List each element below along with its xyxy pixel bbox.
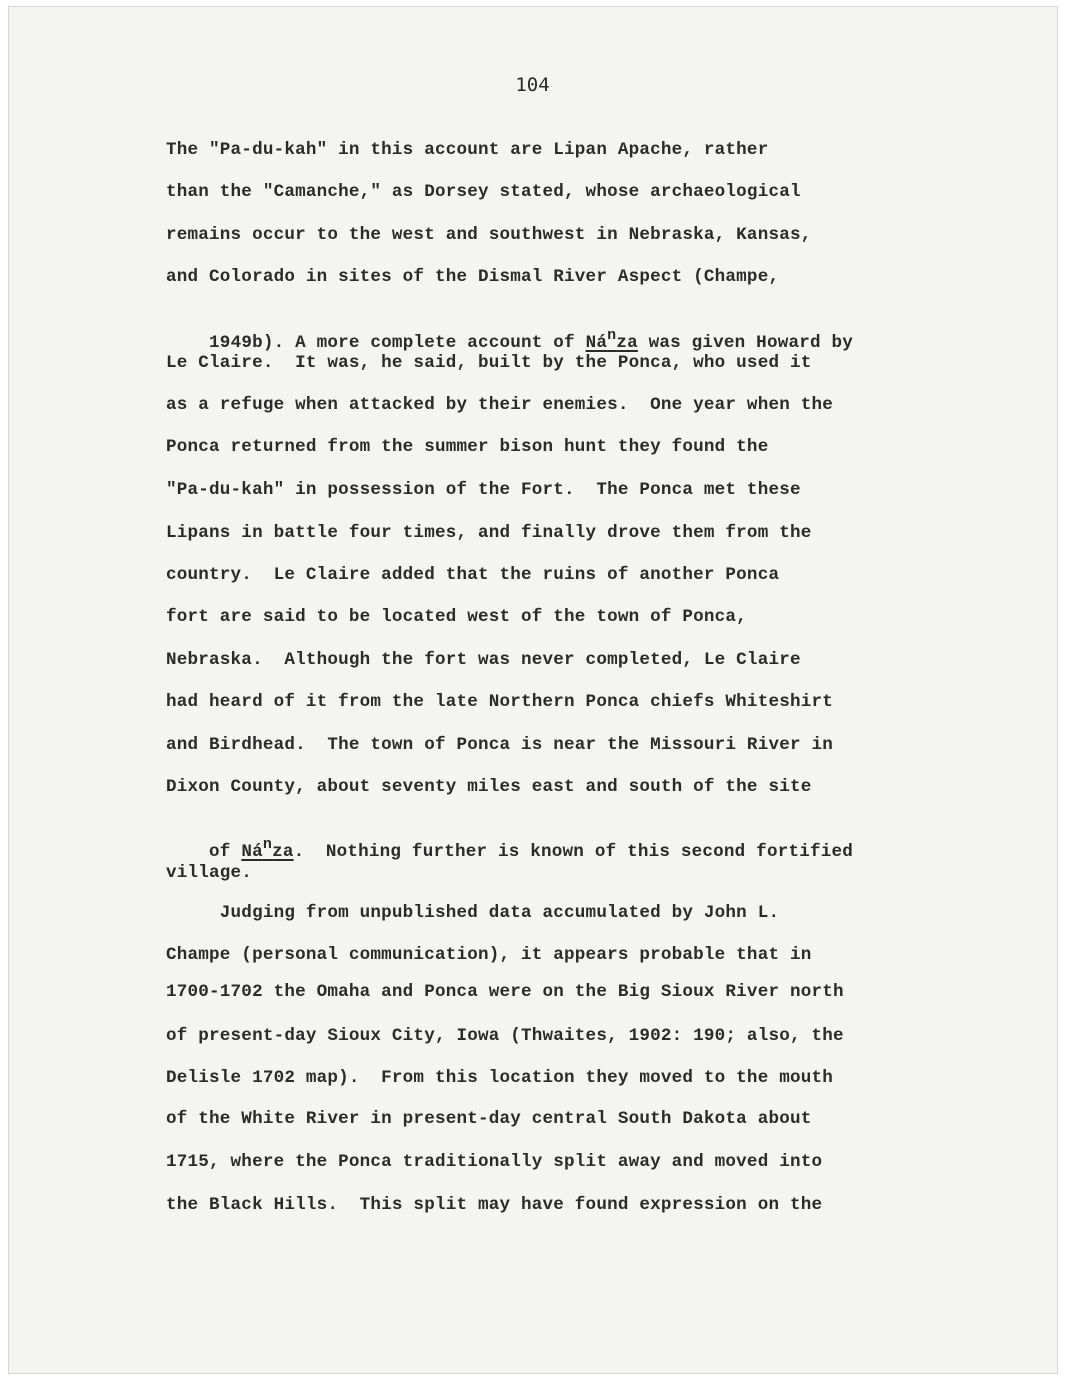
text-line: of present-day Sioux City, Iowa (Thwaites, 1902: 190; also, the — [166, 1026, 844, 1046]
text-line: village. — [166, 863, 253, 883]
text-line: "Pa-du-kah" in possession of the Fort. The Ponca met these — [166, 480, 801, 500]
text-line: than the "Camanche," as Dorsey stated, whose archaeological — [166, 182, 801, 202]
text-line: Dixon County, about seventy miles east and south of the site — [166, 777, 812, 797]
native-term: Nánza — [585, 327, 638, 353]
text-line: the Black Hills. This split may have found expression on the — [166, 1195, 823, 1215]
text-line: remains occur to the west and southwest in Nebraska, Kansas, — [166, 225, 812, 245]
text-line: Delisle 1702 map). From this location they moved to the mouth — [166, 1068, 833, 1088]
text-line: 1700-1702 the Omaha and Ponca were on the Big Sioux River north — [166, 982, 844, 1002]
text-line: and Birdhead. The town of Ponca is near the Missouri River in — [166, 735, 833, 755]
text-segment: of — [209, 842, 242, 862]
text-segment: . Nothing further is known of this second fortified — [293, 842, 854, 862]
text-line: had heard of it from the late Northern Ponca chiefs Whiteshirt — [166, 692, 833, 712]
text-line: fort are said to be located west of the town of Ponca, — [166, 607, 747, 627]
text-line: country. Le Claire added that the ruins of another Ponca — [166, 565, 780, 585]
text-line: 1715, where the Ponca traditionally split away and moved into — [166, 1152, 823, 1172]
text-line: of the White River in present-day central South Dakota about — [166, 1109, 812, 1129]
text-segment: was given Howard by — [637, 333, 854, 353]
text-line: Ponca returned from the summer bison hunt they found the — [166, 437, 769, 457]
text-line: Nebraska. Although the fort was never completed, Le Claire — [166, 650, 801, 670]
text-line: The "Pa-du-kah" in this account are Lipan Apache, rather — [166, 140, 769, 160]
text-line: Le Claire. It was, he said, built by the Ponca, who used it — [166, 353, 812, 373]
page-number: 104 — [515, 74, 550, 96]
text-line: as a refuge when attacked by their enemies. One year when the — [166, 395, 833, 415]
text-line: Judging from unpublished data accumulated by John L. — [166, 903, 780, 923]
text-line: Champe (personal communication), it appears probable that in — [166, 945, 812, 965]
text-line: Lipans in battle four times, and finally drove them from the — [166, 523, 812, 543]
text-line: and Colorado in sites of the Dismal River Aspect (Champe, — [166, 267, 780, 287]
text-segment: 1949b). A more complete account of — [209, 333, 586, 353]
text-line — [166, 819, 853, 886]
native-term: Nánza — [241, 836, 294, 862]
